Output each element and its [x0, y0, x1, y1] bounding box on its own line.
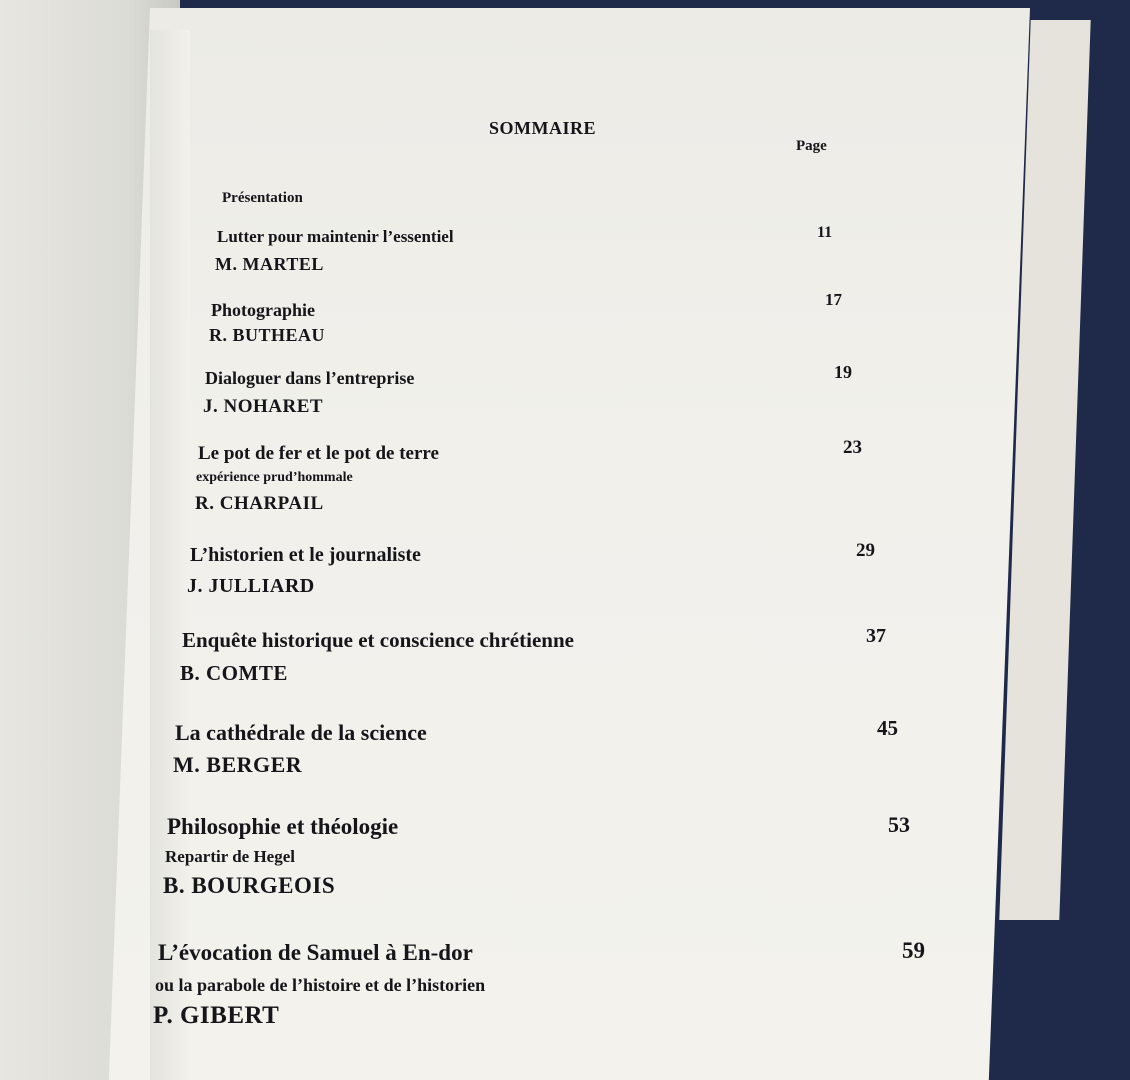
entry-title: Le pot de fer et le pot de terre — [198, 443, 439, 464]
toc-title: SOMMAIRE — [489, 118, 596, 138]
entry-page-number: 17 — [825, 290, 842, 309]
entry-page-number: 53 — [888, 812, 910, 837]
entry-page-number: 11 — [817, 224, 833, 241]
entry-author: J. JULLIARD — [187, 575, 315, 597]
entry-page-number: 29 — [856, 540, 875, 561]
entry-page-number: 37 — [866, 625, 886, 647]
entry-subtitle: ou la parabole de l’histoire et de l’historien — [155, 975, 486, 995]
entry-title: Enquête historique et conscience chrétienne — [182, 628, 574, 652]
entry-page-number: 19 — [834, 362, 852, 382]
entry-page-number: 45 — [877, 716, 898, 740]
entry-title: Dialoguer dans l’entreprise — [205, 368, 415, 388]
presentation-heading: Présentation — [222, 190, 303, 206]
entry-title: La cathédrale de la science — [175, 720, 427, 745]
entry-title: Photographie — [211, 300, 316, 320]
entry-author: M. BERGER — [173, 752, 303, 777]
entry-author: B. COMTE — [180, 661, 288, 685]
entry-page-number: 59 — [902, 938, 925, 963]
entry-title: L’historien et le journaliste — [190, 544, 421, 566]
page-column-header: Page — [796, 138, 827, 154]
entry-title: Philosophie et théologie — [167, 814, 399, 839]
entry-subtitle: Repartir de Hegel — [165, 847, 295, 866]
entry-author: J. NOHARET — [203, 396, 324, 417]
entry-author: R. BUTHEAU — [209, 325, 326, 345]
entry-author: P. GIBERT — [153, 1002, 280, 1029]
entry-title: Lutter pour maintenir l’essentiel — [217, 227, 454, 246]
entry-subtitle: expérience prud’hommale — [196, 470, 353, 485]
entry-author: R. CHARPAIL — [195, 493, 324, 514]
entry-title: L’évocation de Samuel à En-dor — [158, 940, 473, 965]
entry-page-number: 23 — [843, 437, 862, 458]
entry-author: M. MARTEL — [215, 254, 324, 274]
entry-author: B. BOURGEOIS — [163, 873, 336, 898]
